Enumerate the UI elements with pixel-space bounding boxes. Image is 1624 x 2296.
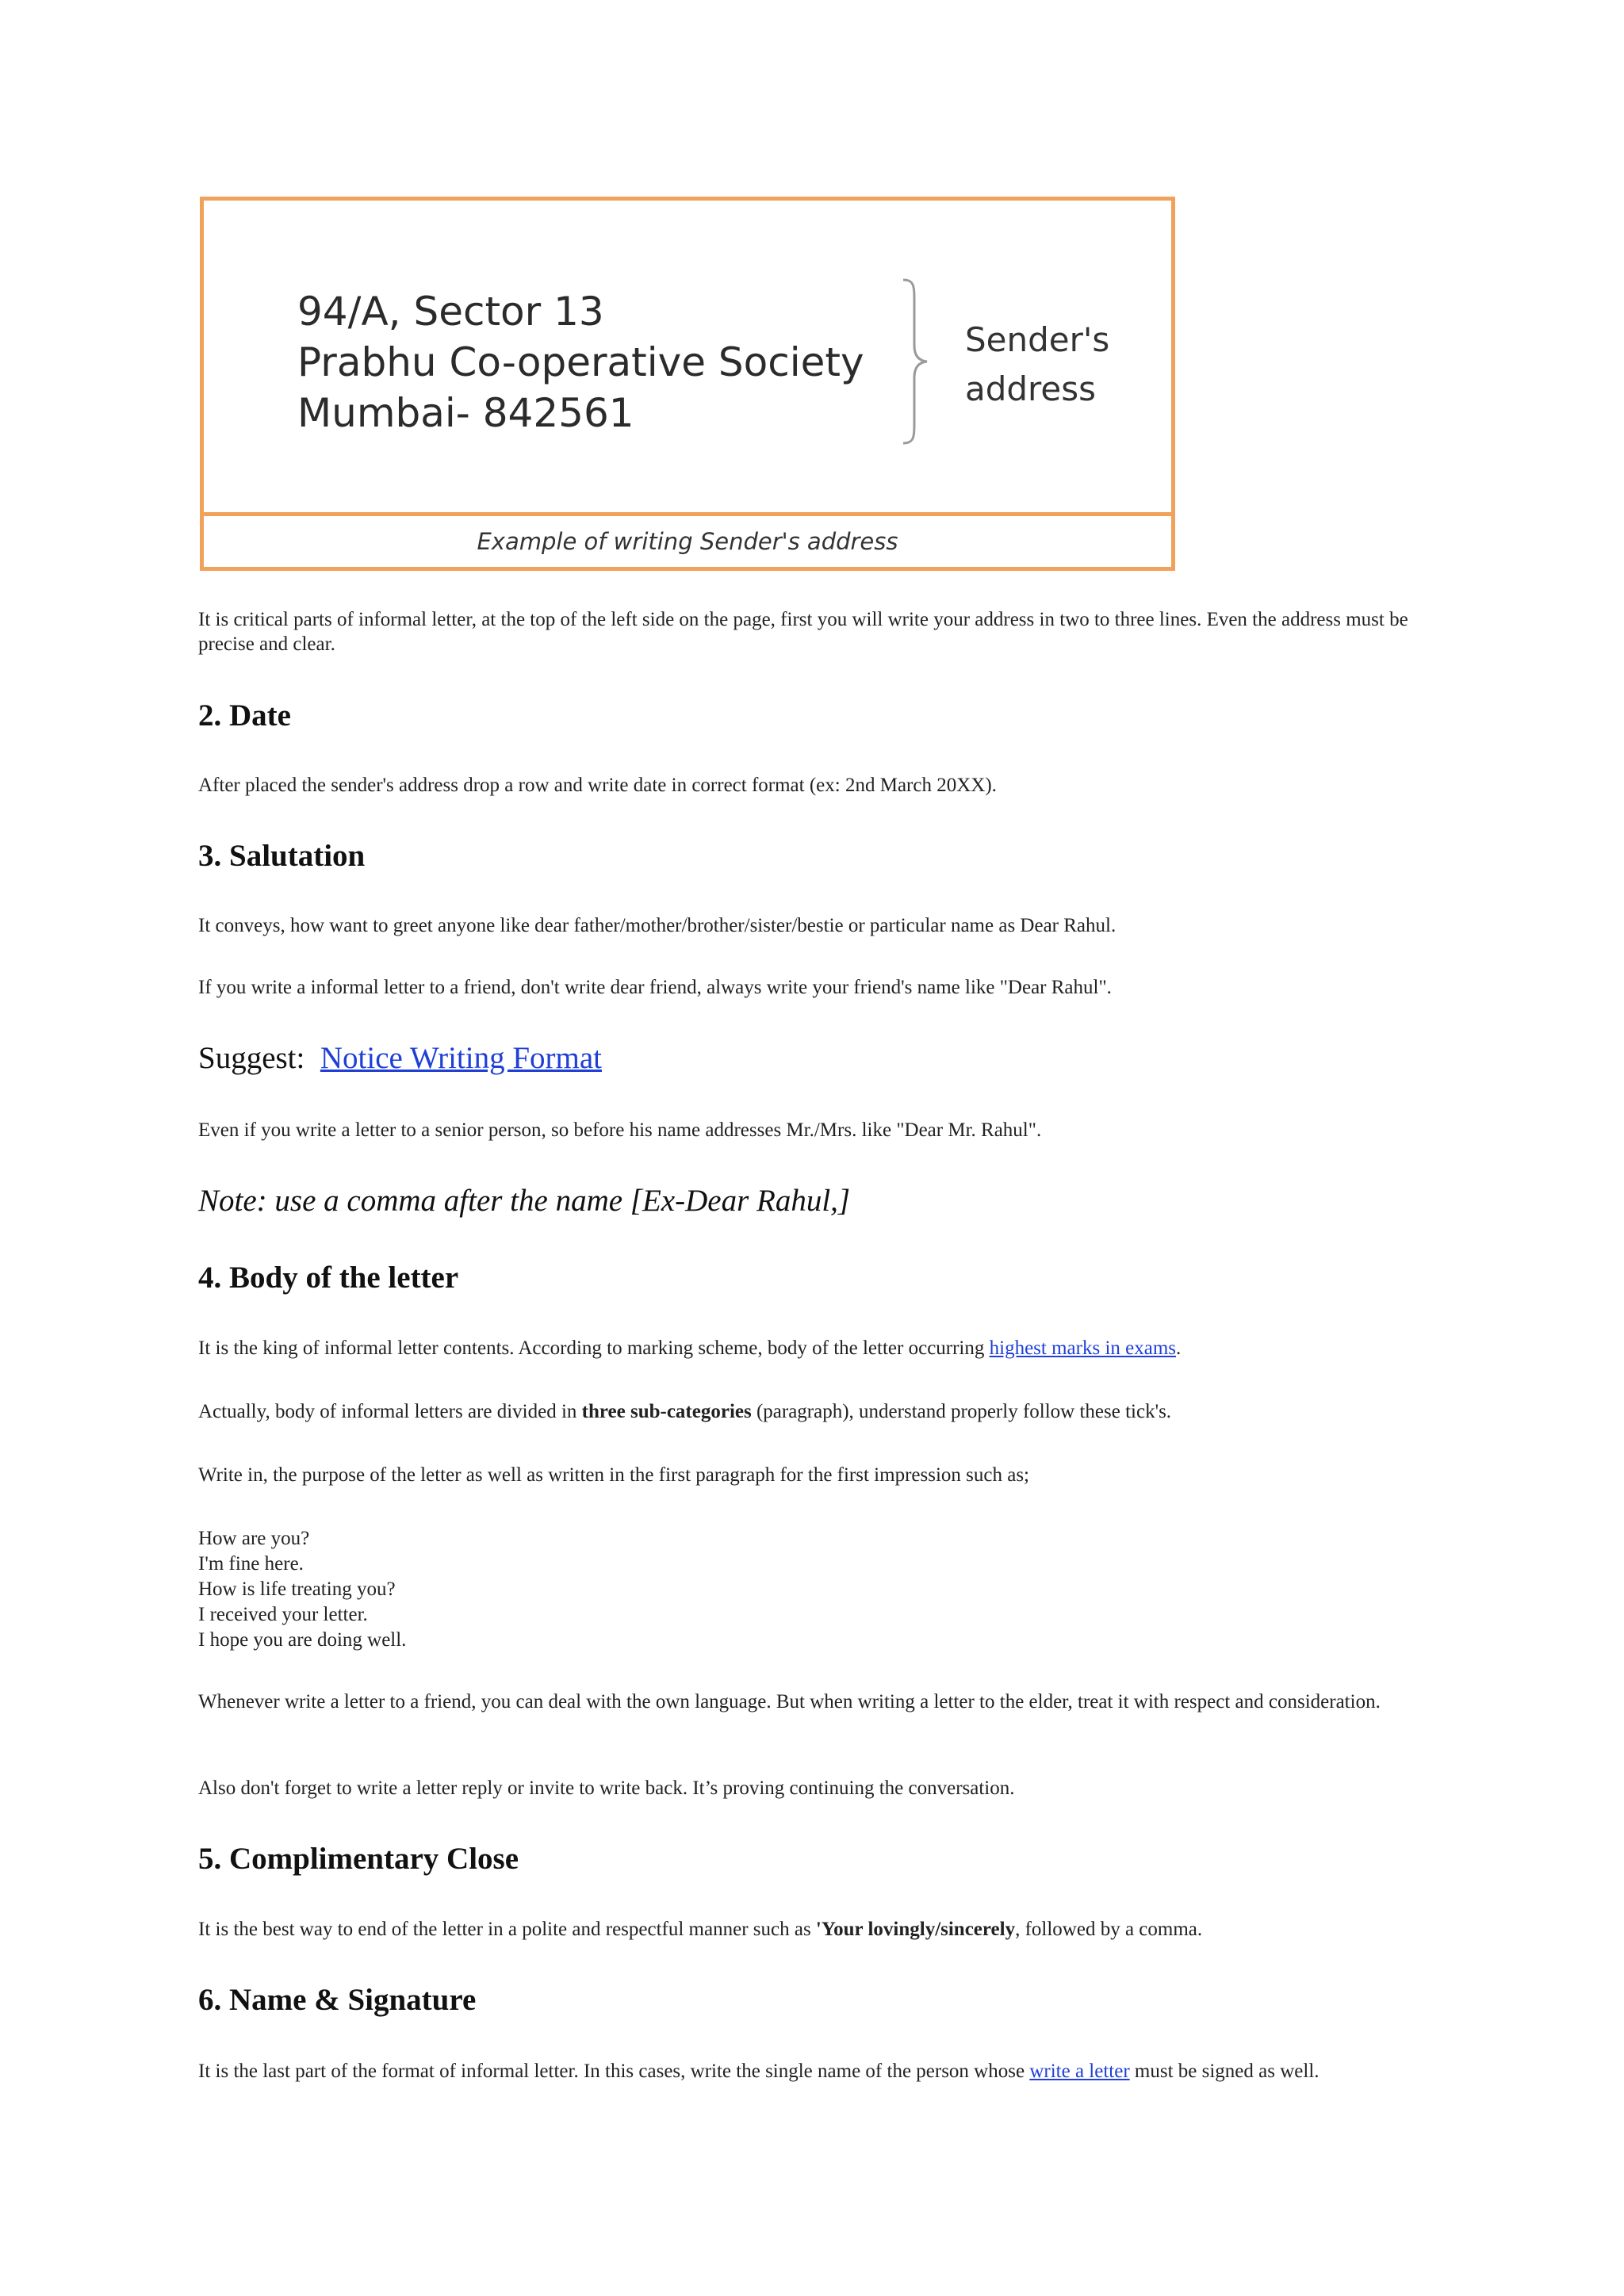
body-p2-block (198, 1399, 1419, 1424)
date-text-block (198, 773, 1419, 798)
senior-paragraph: Even if you write a letter to a senior person, so before his name addresses Mr./Mrs. like "Dear Mr. Rahul". (198, 1119, 1042, 1141)
date-paragraph: After placed the sender's address drop a row and write date in correct format (ex: 2nd March 20XX). (198, 775, 997, 796)
figure-caption-bar (204, 512, 1171, 567)
signature-paragraph (198, 2059, 1419, 2084)
suggest-label: Suggest: (198, 1041, 305, 1075)
section-heading: 4. Body of the letter (198, 1261, 459, 1295)
body-p4-block (198, 1689, 1419, 1714)
example-line: I hope you are doing well. (198, 1629, 407, 1651)
close-text: It is the best way to end of the letter in a polite and respectful manner such as (198, 1919, 816, 1940)
body-p5-block (198, 1776, 1419, 1800)
close-bold: 'Your lovingly/sincerely (815, 1919, 1016, 1940)
figure-side-label-line: address (965, 369, 1097, 408)
example-line: I received your letter. (198, 1604, 368, 1625)
figure-address-line: Mumbai- 842561 (297, 390, 634, 436)
three-subcategories-bold: three sub-categories (581, 1401, 752, 1422)
body-p2-text: Actually, body of informal letters are divided in (198, 1401, 582, 1422)
figure-side-label-line: Sender's (965, 320, 1110, 359)
body-p2-end: (paragraph), understand properly follow these tick's. (751, 1401, 1172, 1422)
example-line: How are you? (198, 1528, 310, 1549)
notice-writing-format-link[interactable]: Notice Writing Format (320, 1041, 603, 1075)
highest-marks-link[interactable]: highest marks in exams (989, 1337, 1177, 1359)
suggest-line (198, 1040, 1419, 1076)
section-heading: 2. Date (198, 698, 291, 733)
figure-caption: Example of writing Sender's address (477, 528, 898, 555)
note-line: Note: use a comma after the name [Ex-Dear Rahul,] (198, 1184, 851, 1218)
signature-text-block (198, 2059, 1419, 2084)
signature-end: must be signed as well. (1129, 2061, 1320, 2082)
section-heading: 5. Complimentary Close (198, 1842, 519, 1876)
figure-address (297, 286, 864, 438)
section-heading: 3. Salutation (198, 839, 366, 873)
close-text-block (198, 1917, 1419, 1942)
signature-text: It is the last part of the format of informal letter. In this cases, write the single name of the person whose (198, 2061, 1030, 2082)
close-paragraph (198, 1917, 1419, 1942)
body-section (198, 1260, 1419, 1295)
example-line: How is life treating you? (198, 1578, 396, 1600)
example-line: I'm fine here. (198, 1553, 304, 1575)
curly-brace-icon (900, 278, 932, 445)
write-a-letter-link[interactable]: write a letter (1029, 2061, 1130, 2082)
senior-block (198, 1118, 1419, 1142)
body-p1-block (198, 1336, 1419, 1360)
intro-block (198, 607, 1419, 656)
close-end: , followed by a comma. (1015, 1919, 1203, 1940)
signature-section (198, 1982, 1419, 2018)
body-paragraph (198, 1399, 1419, 1424)
close-section (198, 1841, 1419, 1877)
body-paragraph: Also don't forget to write a letter reply or invite to write back. It’s proving continuing the conversation. (198, 1777, 1015, 1799)
body-p1-text: It is the king of informal letter contents. According to marking scheme, body of the letter occurring (198, 1337, 990, 1359)
salutation-p2-block (198, 975, 1419, 1000)
figure-address-line: Prabhu Co-operative Society (297, 339, 864, 385)
section-heading: 6. Name & Signature (198, 1983, 477, 2017)
date-section (198, 698, 1419, 733)
body-p1-end: . (1176, 1337, 1182, 1359)
figure-address-line: 94/A, Sector 13 (297, 289, 604, 335)
intro-paragraph: It is critical parts of informal letter, at the top of the left side on the page, first you will write your address in two to three lines. Even the address must be precise and clear. (198, 609, 1408, 655)
body-p3-block (198, 1463, 1419, 1487)
salutation-p1-block (198, 913, 1419, 938)
salutation-paragraph: If you write a informal letter to a friend, don't write dear friend, always write your friend's name like "Dear Rahul". (198, 977, 1112, 998)
sender-address-figure (200, 197, 1175, 571)
example-lines (198, 1526, 1419, 1653)
salutation-section (198, 838, 1419, 874)
salutation-paragraph: It conveys, how want to greet anyone like dear father/mother/brother/sister/bestie or particular name as Dear Rahul. (198, 915, 1116, 936)
body-paragraph: Whenever write a letter to a friend, you can deal with the own language. But when writing a letter to the elder, treat it with respect and consideration. (198, 1691, 1381, 1712)
figure-side-label (965, 316, 1109, 414)
body-paragraph (198, 1336, 1419, 1360)
body-paragraph: Write in, the purpose of the letter as well as written in the first paragraph for the first impression such as; (198, 1464, 1029, 1486)
